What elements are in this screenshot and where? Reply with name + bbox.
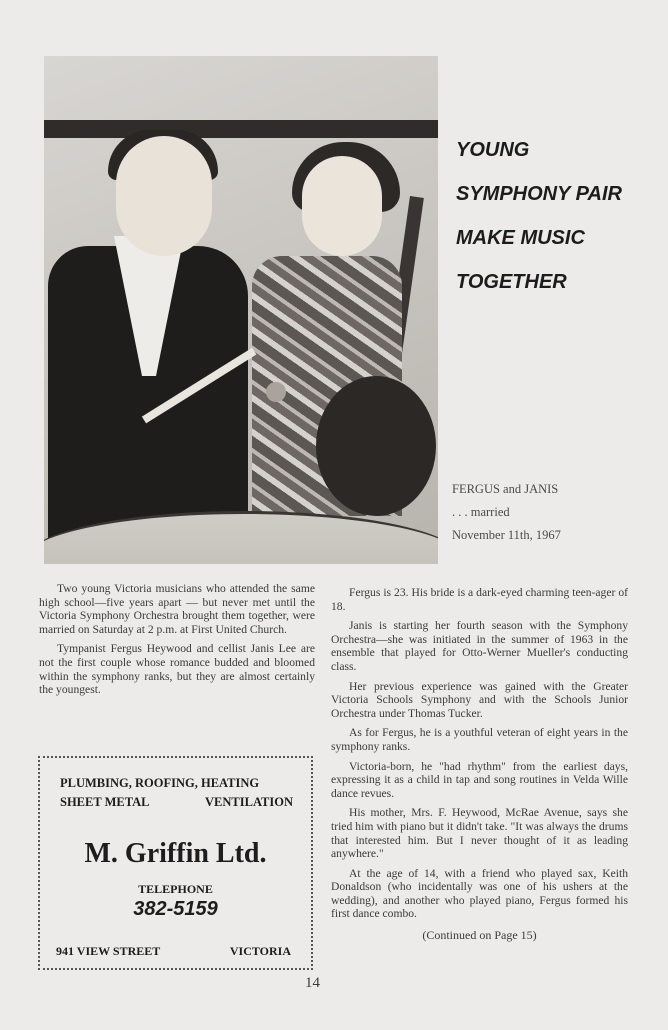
paragraph: Janis is starting her fourth season with the Symphony Orchestra—she was initiated in the summer of 1963 in the ensemble that played for Otto-Werner Mueller's conducting class. [331,619,628,673]
headline [456,128,656,304]
ad-telephone-label: TELEPHONE [138,882,213,896]
continued-note: (Continued on Page 15) [422,928,537,943]
headline-line: SYMPHONY PAIR [456,183,622,205]
paragraph: Her previous experience was gained with the Greater Victoria Schools Symphony and with the Schools Junior Orchestra under Thomas Tucker. [331,679,628,720]
caption-line: FERGUS and JANIS [452,482,559,496]
article-left-column [39,582,315,703]
paragraph: Tympanist Fergus Heywood and cellist Janis Lee are not the first couple whose romance budded and bloomed within the symphony ranks, but they are almost certainly the youngest. [39,642,315,697]
caption-line: November 11th, 1967 [452,528,561,542]
paragraph: His mother, Mrs. F. Heywood, McRae Avenue, says she tried him with piano but it didn't take. "It was always the drums that interested him. But I never thought of it as leading anywhere." [331,806,628,861]
headline-line: TOGETHER [456,271,567,293]
article-right-column [331,586,628,943]
paragraph: Fergus is 23. His bride is a dark-eyed charming teen-ager of 18. [331,586,628,613]
page-number: 14 [305,975,320,991]
advertisement [38,756,313,970]
ad-city: VICTORIA [229,944,291,958]
headline-line: YOUNG [456,139,530,161]
ad-services: PLUMBING, ROOFING, HEATING [60,776,260,790]
headline-line: MAKE MUSIC [456,227,585,249]
photo-caption [452,478,652,547]
paragraph: Victoria-born, he "had rhythm" from the earliest days, expressing it as a child in tap and song routines in Velda Wille dance revues. [331,759,628,800]
ad-address: 941 VIEW STREET [56,944,161,958]
ad-phone-number: 382-5159 [133,898,218,920]
caption-line: . . . married [452,505,510,519]
ad-company-name: M. Griffin Ltd. [84,838,267,869]
paragraph: At the age of 14, with a friend who played sax, Keith Donaldson (who incidentally was one of his ushers at the wedding), and another who played piano, Fergus formed his first dance combo. [331,866,628,921]
couple-photo [44,56,438,564]
ad-services-2a: SHEET METAL [60,795,150,809]
paragraph: Two young Victoria musicians who attended the same high school—five years apart — but never met until the Victoria Symphony Orchestra brought them together, were married on Saturday at 2 p.m. at First United Church. [39,582,315,636]
paragraph: As for Fergus, he is a youthful veteran of eight years in the symphony ranks. [331,726,628,753]
ad-services-2b: VENTILATION [205,795,293,809]
